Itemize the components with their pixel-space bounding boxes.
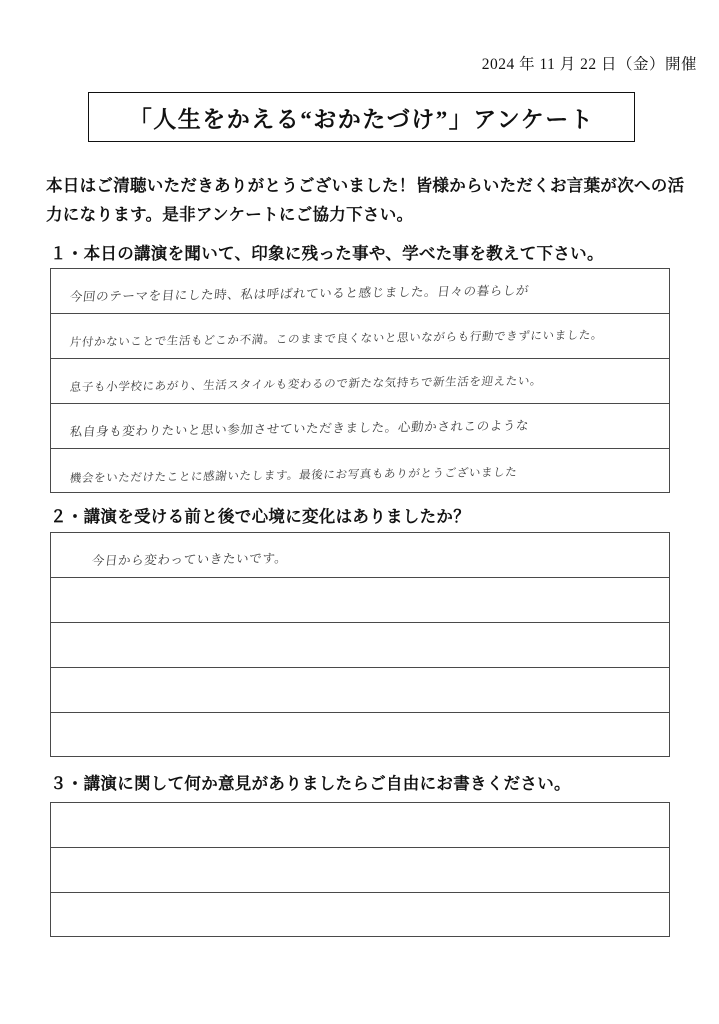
title-box [88, 92, 635, 142]
answer-line [51, 848, 669, 893]
handwritten-text [69, 742, 662, 750]
intro-text: 本日はご清聴いただきありがとうございました！皆様からいただくお言葉が次への活力になります。是非アンケートにご協力下さい。 [46, 176, 685, 224]
answer-line [51, 533, 669, 578]
question-2-label: ２・講演を受ける前と後で心境に変化はありましたか？ [50, 507, 470, 526]
page-title: 「人生をかえる“おかたづけ”」アンケート [128, 106, 595, 132]
answer-line [51, 668, 669, 713]
question-3-label: ３・講演に関して何か意見がありましたらご自由にお書きください。 [50, 774, 571, 793]
handwritten-text: 私自身も変わりたいと思い参加させていただきました。心動かされこのような [69, 417, 530, 440]
handwritten-text [69, 696, 662, 704]
handwritten-text: 機会をいただけたことに感謝いたします。最後にお写真もありがとうございました [69, 464, 519, 486]
handwritten-text: 片付かないことで生活もどこか不満。このままで良くないと思いながらも行動できずにいました。 [69, 327, 604, 350]
handwritten-text [69, 606, 662, 614]
handwritten-text [69, 876, 662, 884]
answer-line [51, 623, 669, 668]
handwritten-text: 今日から変わっていきたいです。 [91, 550, 289, 569]
handwritten-text [69, 922, 662, 930]
answer-line [51, 269, 669, 314]
answer-line [51, 449, 669, 494]
question-3-answer-box[interactable] [50, 802, 670, 937]
answer-line [51, 314, 669, 359]
question-1-label: １・本日の講演を聞いて、印象に残った事や、学べた事を教えて下さい。 [50, 244, 604, 263]
handwritten-text: 息子も小学校にあがり、生活スタイルも変わるので新たな気持ちで新生活を迎えたい。 [69, 373, 543, 395]
answer-line [51, 359, 669, 404]
handwritten-text: 今回のテーマを目にした時、私は呼ばれていると感じました。日々の暮らしが [69, 282, 530, 305]
handwritten-text [69, 651, 662, 659]
handwritten-text [69, 831, 662, 839]
answer-line [51, 803, 669, 848]
question-1-answer-box[interactable] [50, 268, 670, 493]
answer-line [51, 713, 669, 758]
question-2-answer-box[interactable] [50, 532, 670, 757]
answer-line [51, 404, 669, 449]
answer-line [51, 578, 669, 623]
event-date: 2024 年 11 月 22 日（金）開催 [481, 56, 697, 73]
answer-line [51, 893, 669, 938]
